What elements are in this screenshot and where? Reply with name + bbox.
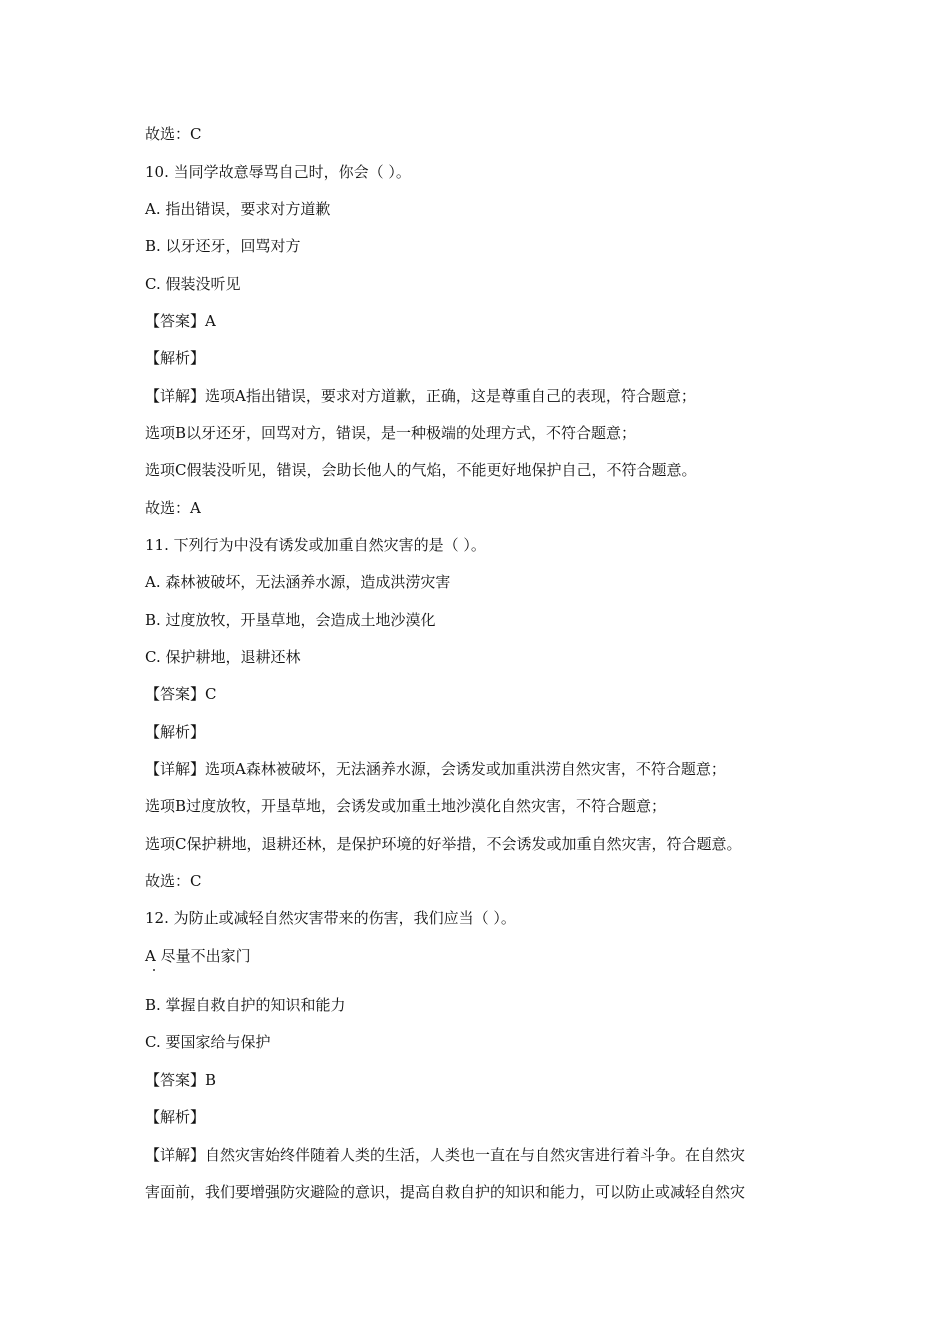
q11-detail-line: 【详解】选项A森林被破坏，无法涵养水源，会诱发或加重洪涝自然灾害，不符合题意； — [145, 760, 726, 778]
question-12: 12. 为防止或减轻自然灾害带来的伤害，我们应当（ ）。 — [145, 909, 516, 927]
q10-analysis-heading: 【解析】 — [145, 349, 206, 367]
q10-option-c: C. 假装没听见 — [145, 275, 241, 293]
q10-option-a: A. 指出错误，要求对方道歉 — [145, 200, 331, 218]
q10-detail-line: 选项C假装没听见，错误，会助长他人的气焰，不能更好地保护自己，不符合题意。 — [145, 461, 697, 479]
stray-dot-mark — [153, 969, 155, 971]
q12-option-c: C. 要国家给与保护 — [145, 1033, 271, 1051]
q10-option-b: B. 以牙还牙，回骂对方 — [145, 237, 301, 255]
question-10: 10. 当同学故意辱骂自己时，你会（ ）。 — [145, 163, 411, 181]
q11-answer: 【答案】C — [145, 685, 217, 703]
q12-answer: 【答案】B — [145, 1071, 217, 1089]
q12-detail-line: 【详解】自然灾害始终伴随着人类的生活，人类也一直在与自然灾害进行着斗争。在自然灾 — [145, 1146, 746, 1164]
q12-detail-line: 害面前，我们要增强防灾避险的意识，提高自救自护的知识和能力，可以防止或减轻自然灾 — [145, 1183, 746, 1201]
q11-option-b: B. 过度放牧，开垦草地，会造成土地沙漠化 — [145, 611, 436, 629]
q12-option-a: A 尽量不出家门 — [145, 947, 251, 965]
answer-conclusion: 故选：A — [145, 499, 201, 517]
q11-detail-line: 选项B过度放牧，开垦草地，会诱发或加重土地沙漠化自然灾害，不符合题意； — [145, 797, 667, 815]
q10-detail-line: 选项B以牙还牙，回骂对方，错误，是一种极端的处理方式，不符合题意； — [145, 424, 637, 442]
q12-analysis-heading: 【解析】 — [145, 1108, 206, 1126]
q12-option-b: B. 掌握自救自护的知识和能力 — [145, 996, 346, 1014]
q10-detail-line: 【详解】选项A指出错误，要求对方道歉，正确，这是尊重自己的表现，符合题意； — [145, 387, 696, 405]
question-11: 11. 下列行为中没有诱发或加重自然灾害的是（ ）。 — [145, 536, 486, 554]
q11-analysis-heading: 【解析】 — [145, 723, 206, 741]
q11-detail-line: 选项C保护耕地，退耕还林，是保护环境的好举措，不会诱发或加重自然灾害，符合题意。 — [145, 835, 742, 853]
answer-conclusion: 故选：C — [145, 125, 202, 143]
answer-conclusion: 故选：C — [145, 872, 202, 890]
q11-option-c: C. 保护耕地，退耕还林 — [145, 648, 301, 666]
q10-answer: 【答案】A — [145, 312, 216, 330]
q11-option-a: A. 森林被破坏，无法涵养水源，造成洪涝灾害 — [145, 573, 451, 591]
